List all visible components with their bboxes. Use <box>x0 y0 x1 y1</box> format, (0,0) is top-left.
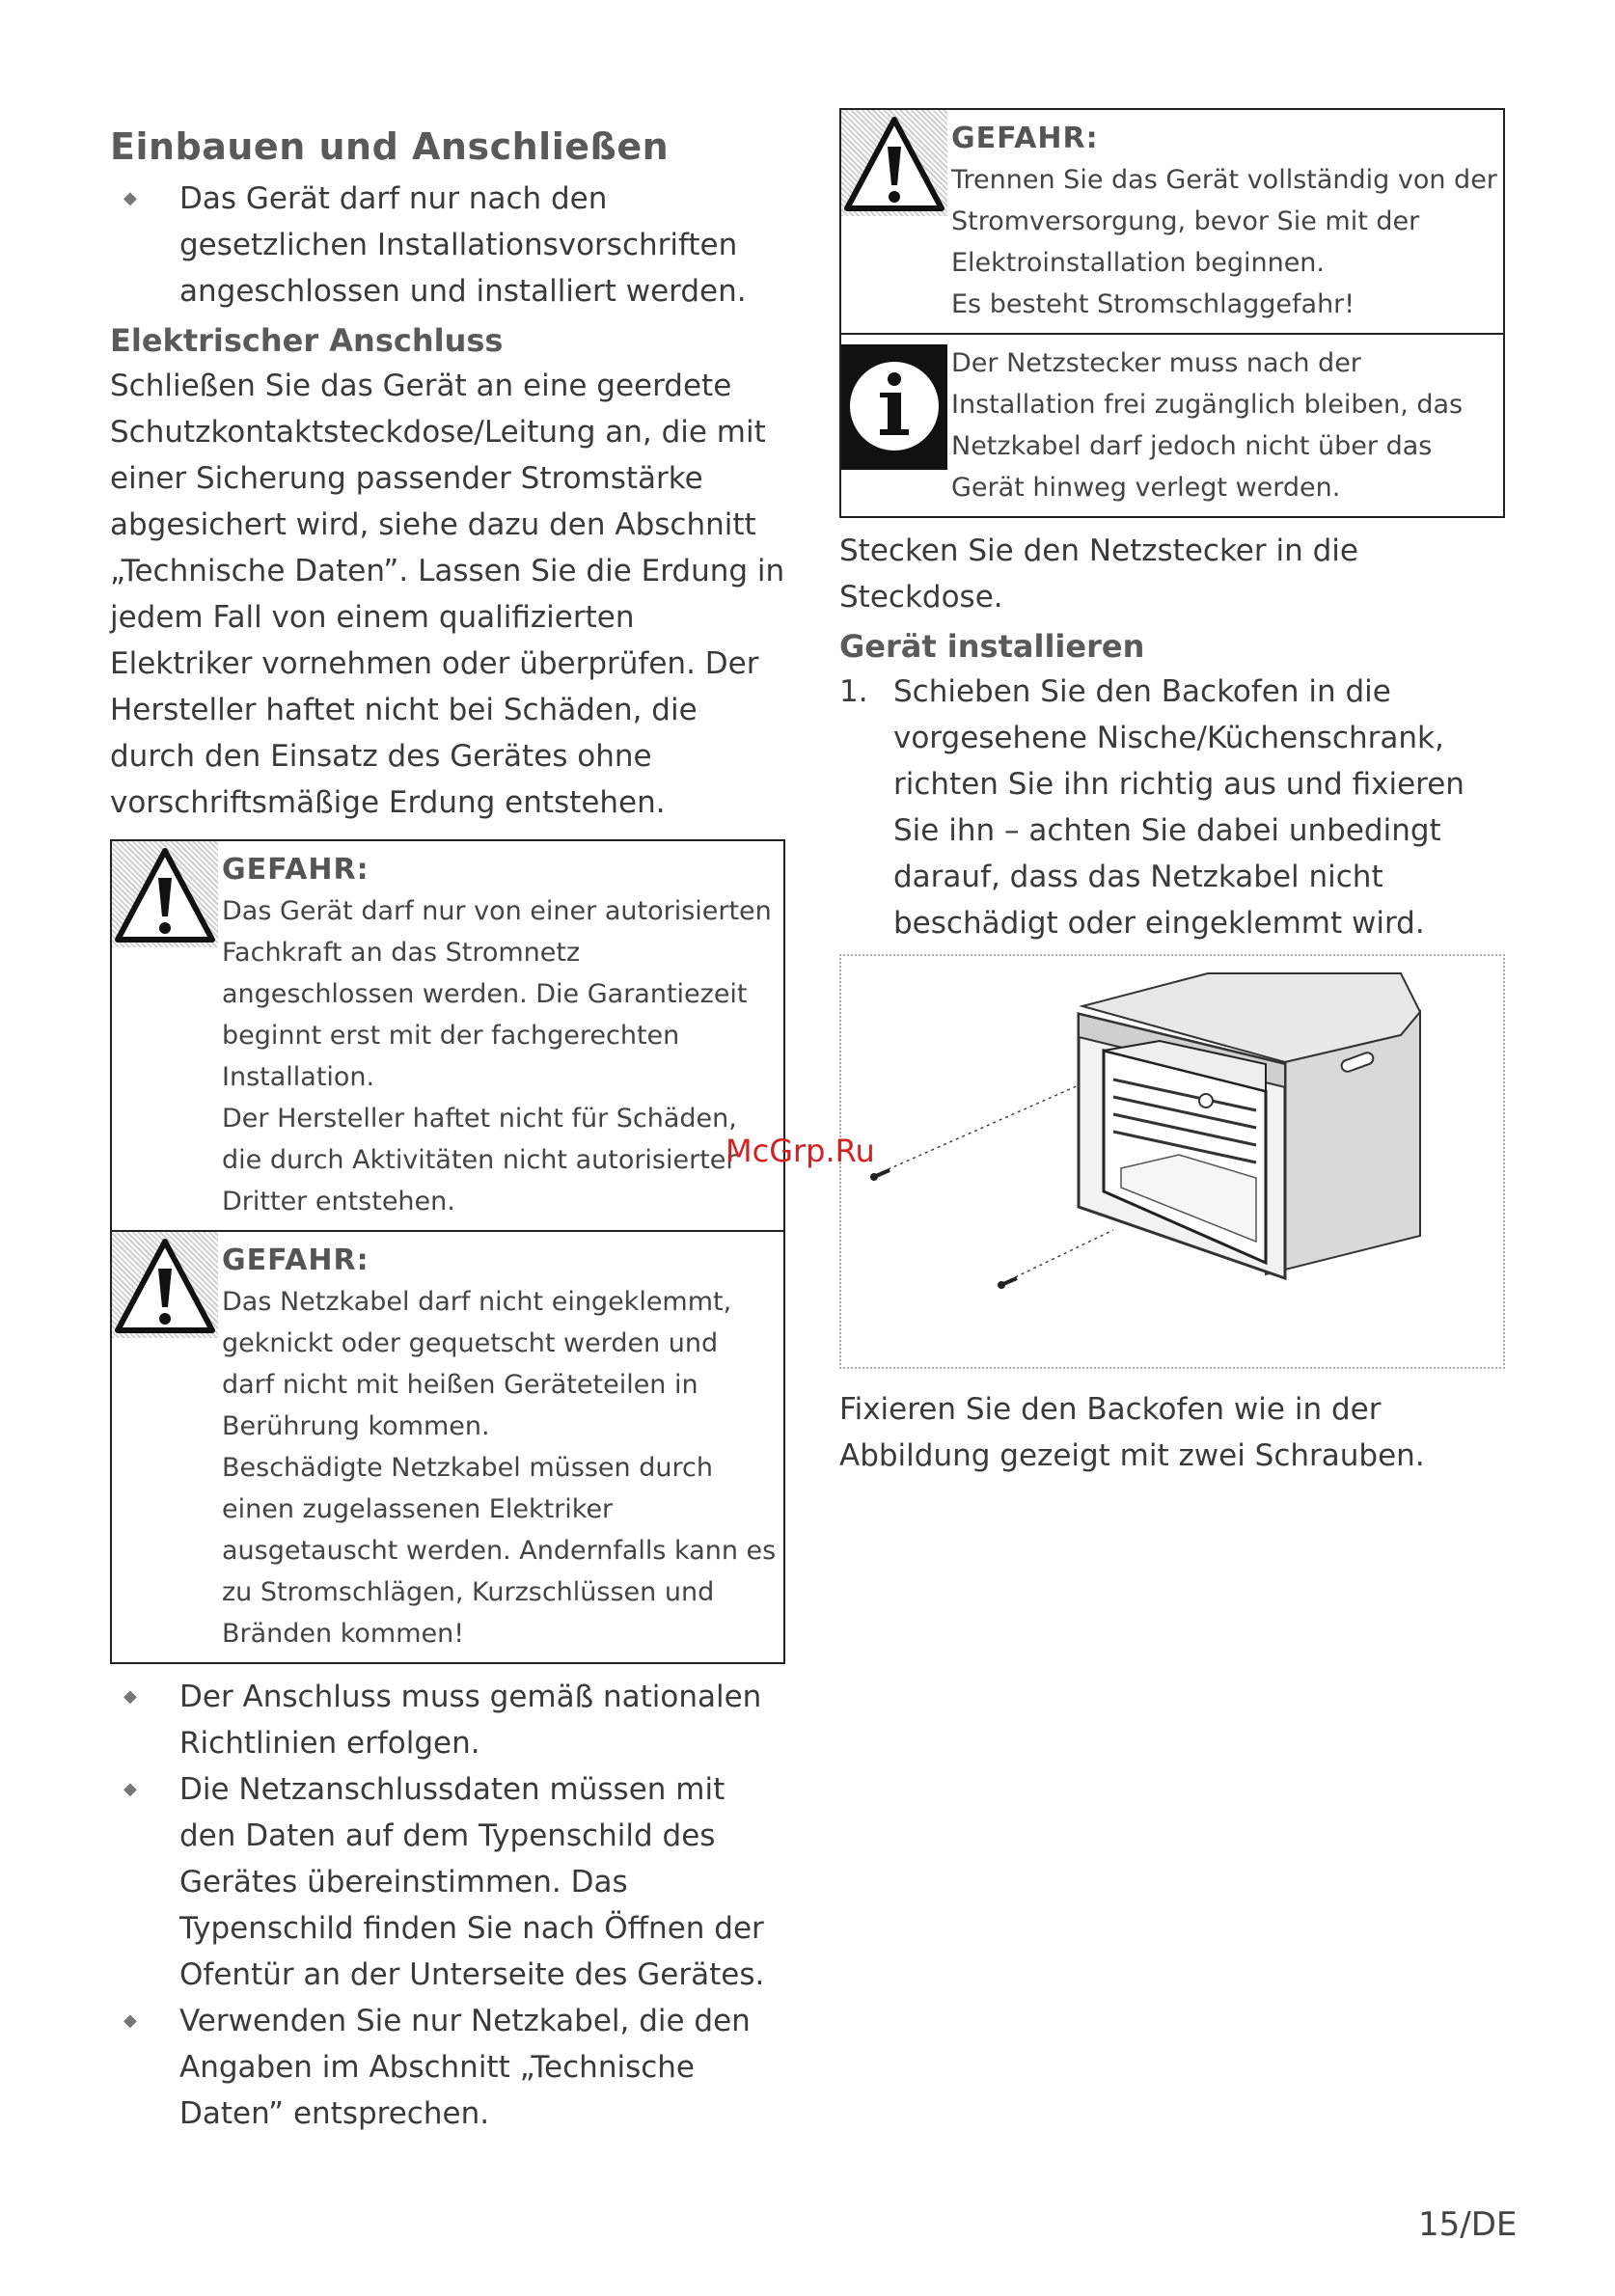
warning-title: GEFAHR: <box>222 1244 370 1277</box>
bullet-icon: ◆ <box>123 2010 137 2031</box>
requirements-bullet-list <box>110 1674 785 2137</box>
bullet-icon: ◆ <box>123 188 137 208</box>
warning-body: Das Gerät darf nur von einer autorisierten Fachkraft an das Stromnetz angeschlossen werden. Die Garantiezeit beginnt erst mit der fachgerechten Installation. <box>222 896 772 1092</box>
info-text <box>947 335 1503 516</box>
warning-body: Das Netzkabel darf nicht eingeklemmt, geknickt oder gequetscht werden und darf nicht mit heißen Geräteteilen in Berührung kommen. <box>222 1287 732 1441</box>
watermark: McGrp.Ru <box>725 1133 875 1169</box>
oven-installation-figure <box>839 954 1505 1369</box>
warning-icon-cell <box>112 841 218 1230</box>
warning-text-1 <box>218 841 783 1230</box>
intro-bullet-text: Das Gerät darf nur nach den gesetzlichen Installationsvorschriften angeschlossen und installiert werden. <box>179 181 747 309</box>
warning-text <box>947 110 1503 333</box>
list-item <box>110 1998 785 2137</box>
intro-bullet-list <box>110 176 785 314</box>
figure-caption: Fixieren Sie den Backofen wie in der Abbildung gezeigt mit zwei Schrauben. <box>839 1392 1425 1473</box>
list-item <box>110 1674 785 1766</box>
step-number: 1. <box>839 674 868 709</box>
install-steps <box>839 669 1505 946</box>
warning-text-2 <box>218 1232 783 1662</box>
electrical-subheading: Elektrischer Anschluss <box>110 322 504 359</box>
warning-row-2 <box>112 1230 783 1662</box>
info-icon <box>841 344 947 470</box>
warning-row-1 <box>112 841 783 1230</box>
warning-body: Trennen Sie das Gerät vollständig von der Stromversorgung, bevor Sie mit der Elektroinstallation beginnen. <box>951 165 1497 278</box>
warning-row <box>841 110 1503 333</box>
warning-body-2: Beschädigte Netzkabel müssen durch einen zugelassenen Elektriker ausgetauscht werden. Andernfalls kann es zu Stromschlägen, Kurzschlüssen und Bränden kommen! <box>222 1453 777 1649</box>
warning-triangle-icon <box>114 845 216 945</box>
list-item <box>839 669 1505 946</box>
section-heading: Einbauen und Anschließen <box>110 125 670 168</box>
bullet-text: Verwenden Sie nur Netzkabel, die den Angaben im Abschnitt „Technische Daten” entsprechen. <box>179 2004 751 2131</box>
warning-triangle-icon <box>843 114 945 214</box>
list-item <box>110 1766 785 1998</box>
bullet-text: Die Netzanschlussdaten müssen mit den Daten auf dem Typenschild des Gerätes übereinstimmen. Das Typenschild finden Sie nach Öffnen der Ofentür an der Unterseite des Gerätes. <box>179 1772 765 1992</box>
step-text: Schieben Sie den Backofen in die vorgesehene Nische/Küchenschrank, richten Sie ihn richtig aus und fixieren Sie ihn – achten Sie dabei unbedingt darauf, dass das Netzkabel nicht beschädigt oder eingeklemmt wird. <box>893 674 1464 941</box>
warning-title: GEFAHR: <box>951 122 1099 155</box>
bullet-icon: ◆ <box>123 1686 137 1707</box>
oven-illustration <box>841 956 1503 1367</box>
bullet-icon: ◆ <box>123 1779 137 1799</box>
warning-box <box>110 839 785 1664</box>
plug-instruction: Stecken Sie den Netzstecker in die Steckdose. <box>839 533 1358 615</box>
info-body: Der Netzstecker muss nach der Installation frei zugänglich bleiben, das Netzkabel darf jedoch nicht über das Gerät hinweg verlegt werden. <box>951 348 1464 503</box>
electrical-paragraph: Schließen Sie das Gerät an eine geerdete Schutzkontaktsteckdose/Leitung an, die mit einer Sicherung passender Stromstärke abgesichert wird, siehe dazu den Abschnitt „Technische Daten”. Lassen Sie die Erdung in jedem Fall von einem qualifizierten Elektriker vornehmen oder überprüfen. Der Hersteller haftet nicht bei Schäden, die durch den Einsatz des Gerätes ohne vorschriftsmäßige Erdung entstehen. <box>110 369 785 820</box>
screw-icon <box>998 1278 1017 1289</box>
info-row <box>841 333 1503 516</box>
install-subheading: Gerät installieren <box>839 628 1145 665</box>
list-item <box>110 176 785 314</box>
info-icon-cell <box>841 335 947 516</box>
page-number: 15/DE <box>1418 2205 1518 2244</box>
warning-icon-cell <box>112 1232 218 1662</box>
left-column <box>110 118 785 2137</box>
warning-info-box <box>839 108 1505 518</box>
warning-title: GEFAHR: <box>222 853 370 887</box>
screw-icon <box>870 1170 890 1181</box>
warning-body-2: Der Hersteller haftet nicht für Schäden, die durch Aktivitäten nicht autorisierter Dritter entstehen. <box>222 1104 737 1216</box>
warning-icon-cell <box>841 110 947 333</box>
bullet-text: Der Anschluss muss gemäß nationalen Richtlinien erfolgen. <box>179 1680 762 1761</box>
right-column <box>839 108 1505 1479</box>
warning-body-2: Es besteht Stromschlaggefahr! <box>951 289 1355 319</box>
warning-triangle-icon <box>114 1236 216 1336</box>
